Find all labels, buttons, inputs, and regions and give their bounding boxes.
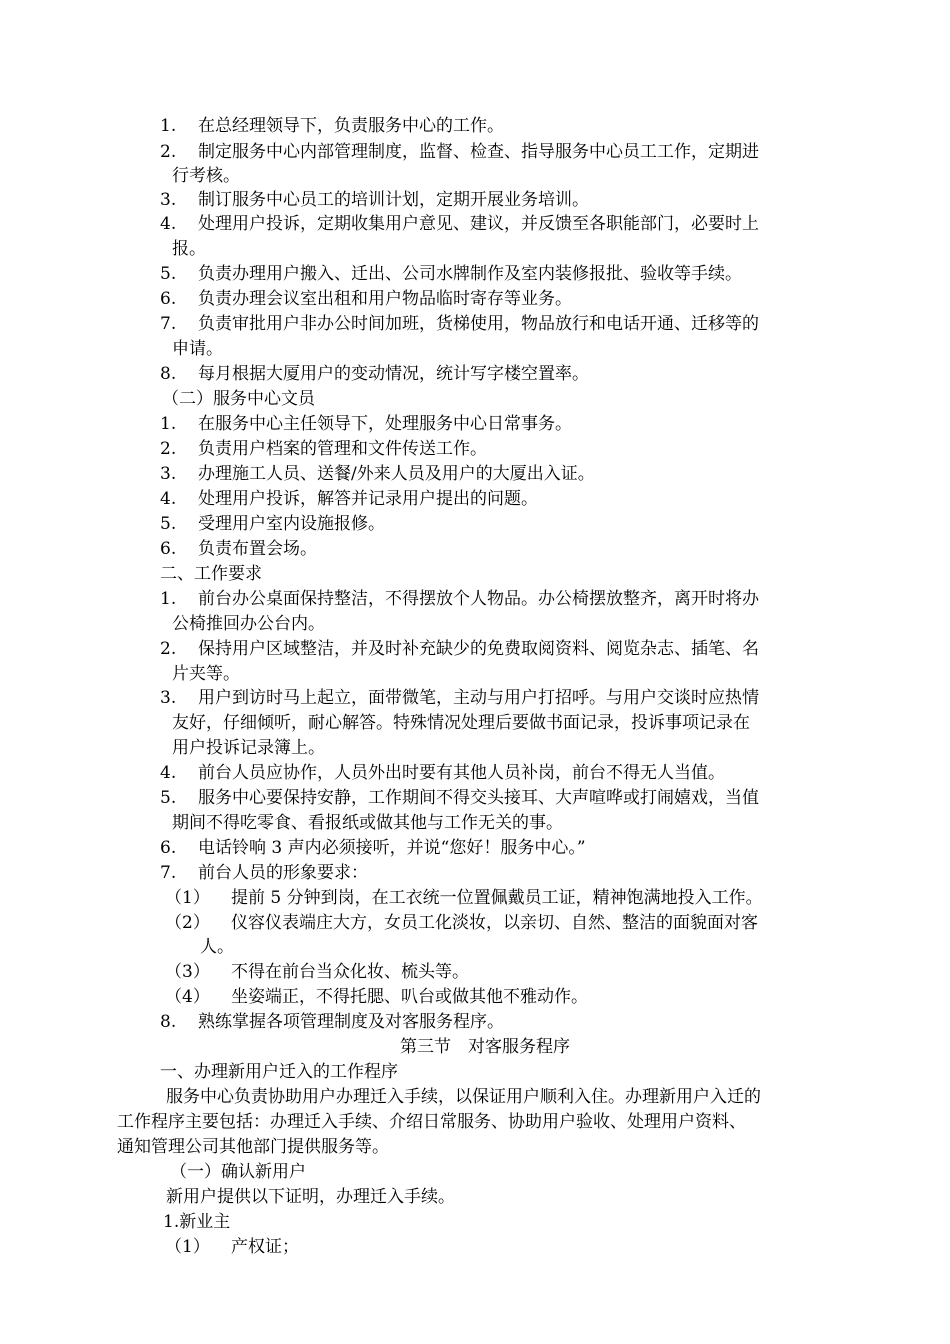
item-text: 负责布置会场。 (198, 539, 317, 559)
item-number: 8. (160, 364, 177, 384)
item-number: 1. (160, 116, 177, 136)
item-number: 2. (160, 142, 177, 162)
item-text-continuation: 公椅推回办公台内。 (172, 614, 325, 634)
item-text: 制订服务中心员工的培训计划，定期开展业务培训。 (198, 190, 589, 210)
item-number: 3. (160, 688, 177, 708)
item-number: 3. (160, 190, 177, 210)
item-number: （3） (165, 962, 210, 982)
item-number: 4. (160, 214, 177, 234)
item-text: 每月根据大厦用户的变动情况，统计写字楼空置率。 (198, 364, 589, 384)
item-text: 前台人员应协作，人员外出时要有其他人员补岗，前台不得无人当值。 (198, 763, 725, 783)
paragraph-line: 新用户提供以下证明，办理迁入手续。 (166, 1187, 455, 1207)
item-number: 2. (160, 439, 177, 459)
item-text: 负责办理用户搬入、迁出、公司水牌制作及室内装修报批、验收等手续。 (198, 264, 742, 284)
item-number: （4） (165, 987, 210, 1007)
item-text: 提前 5 分钟到岗，在工衣统一位置佩戴员工证，精神饱满地投入工作。 (231, 888, 763, 908)
item-text-continuation: 人。 (200, 937, 234, 957)
item-number: 1. (160, 589, 177, 609)
item-text: 受理用户室内设施报修。 (198, 514, 385, 534)
item-text: 在总经理领导下，负责服务中心的工作。 (198, 116, 504, 136)
item-number: 5. (160, 264, 177, 284)
item-text: 坐姿端正，不得托腮、叭台或做其他不雅动作。 (231, 987, 588, 1007)
item-number: 5. (160, 788, 177, 808)
item-text: 前台办公桌面保持整洁，不得摆放个人物品。办公椅摆放整齐，离开时将办 (198, 589, 759, 609)
item-text-continuation: 用户投诉记录簿上。 (172, 738, 325, 758)
item-number: 4. (160, 763, 177, 783)
item-text: 保持用户区域整洁，并及时补充缺少的免费取阅资料、阅览杂志、插笔、名 (198, 639, 759, 659)
item-text: 不得在前台当众化妆、梳头等。 (231, 962, 469, 982)
item-number: 2. (160, 639, 177, 659)
item-text: 办理施工人员、送餐/外来人员及用户的大厦出入证。 (198, 464, 595, 484)
item-text-continuation: 申请。 (172, 339, 223, 359)
item-text: 在服务中心主任领导下，处理服务中心日常事务。 (198, 414, 572, 434)
item-text: 服务中心要保持安静，工作期间不得交头接耳、大声喧哗或打闹嬉戏，当值 (198, 788, 759, 808)
item-text: 处理用户投诉，解答并记录用户提出的问题。 (198, 489, 538, 509)
paragraph-line: 通知管理公司其他部门提供服务等。 (117, 1137, 389, 1157)
item-number: 6. (160, 539, 177, 559)
item-text-continuation: 友好，仔细倾听，耐心解答。特殊情况处理后要做书面记录，投诉事项记录在 (172, 713, 750, 733)
item-text-continuation: 期间不得吃零食、看报纸或做其他与工作无关的事。 (172, 813, 563, 833)
item-number: （1） (165, 1237, 210, 1257)
item-text: 负责办理会议室出租和用户物品临时寄存等业务。 (198, 289, 572, 309)
section-title: 第三节 对客服务程序 (400, 1037, 570, 1057)
item-text: 处理用户投诉，定期收集用户意见、建议，并反馈至各职能部门，必要时上 (198, 214, 759, 234)
item-number: 6. (160, 838, 177, 858)
item-text: 产权证； (231, 1237, 299, 1257)
item-number: 3. (160, 464, 177, 484)
item-number: 8. (160, 1012, 177, 1032)
item-text: 负责审批用户非办公时间加班，货梯使用，物品放行和电话开通、迁移等的 (198, 314, 759, 334)
item-text: 负责用户档案的管理和文件传送工作。 (198, 439, 487, 459)
item-text: 制定服务中心内部管理制度，监督、检查、指导服务中心员工工作，定期进 (198, 142, 759, 162)
item-number: （1） (165, 888, 210, 908)
item-text-continuation: 行考核。 (172, 166, 240, 186)
section-heading: 二、工作要求 (160, 564, 262, 584)
item-number: 4. (160, 489, 177, 509)
item-number: 5. (160, 514, 177, 534)
item-number: 7. (160, 314, 177, 334)
item-number: 1. (160, 414, 177, 434)
paragraph-line: 服务中心负责协助用户办理迁入手续，以保证用户顺利入住。办理新用户入迁的 (166, 1087, 761, 1107)
item-text-continuation: 片夹等。 (172, 664, 240, 684)
item-number: 6. (160, 289, 177, 309)
item-text-continuation: 报。 (172, 239, 206, 259)
item-text: 前台人员的形象要求： (198, 863, 368, 883)
item-text: 电话铃响 3 声内必须接听，并说“您好！服务中心。” (198, 838, 586, 858)
section-heading: （二）服务中心文员 (162, 389, 315, 409)
sub-heading: （一）确认新用户 (170, 1162, 306, 1182)
section-heading: 一、办理新用户迁入的工作程序 (160, 1062, 398, 1082)
paragraph-line: 工作程序主要包括：办理迁入手续、介绍日常服务、协助用户验收、处理用户资料、 (117, 1112, 746, 1132)
item-text: 用户到访时马上起立，面带微笔，主动与用户打招呼。与用户交谈时应热情 (198, 688, 759, 708)
paragraph-line: 1.新业主 (163, 1212, 231, 1232)
item-text: 仪容仪表端庄大方，女员工化淡妆，以亲切、自然、整洁的面貌面对客 (231, 913, 758, 933)
item-text: 熟练掌握各项管理制度及对客服务程序。 (198, 1012, 504, 1032)
item-number: 7. (160, 863, 177, 883)
item-number: （2） (165, 913, 210, 933)
